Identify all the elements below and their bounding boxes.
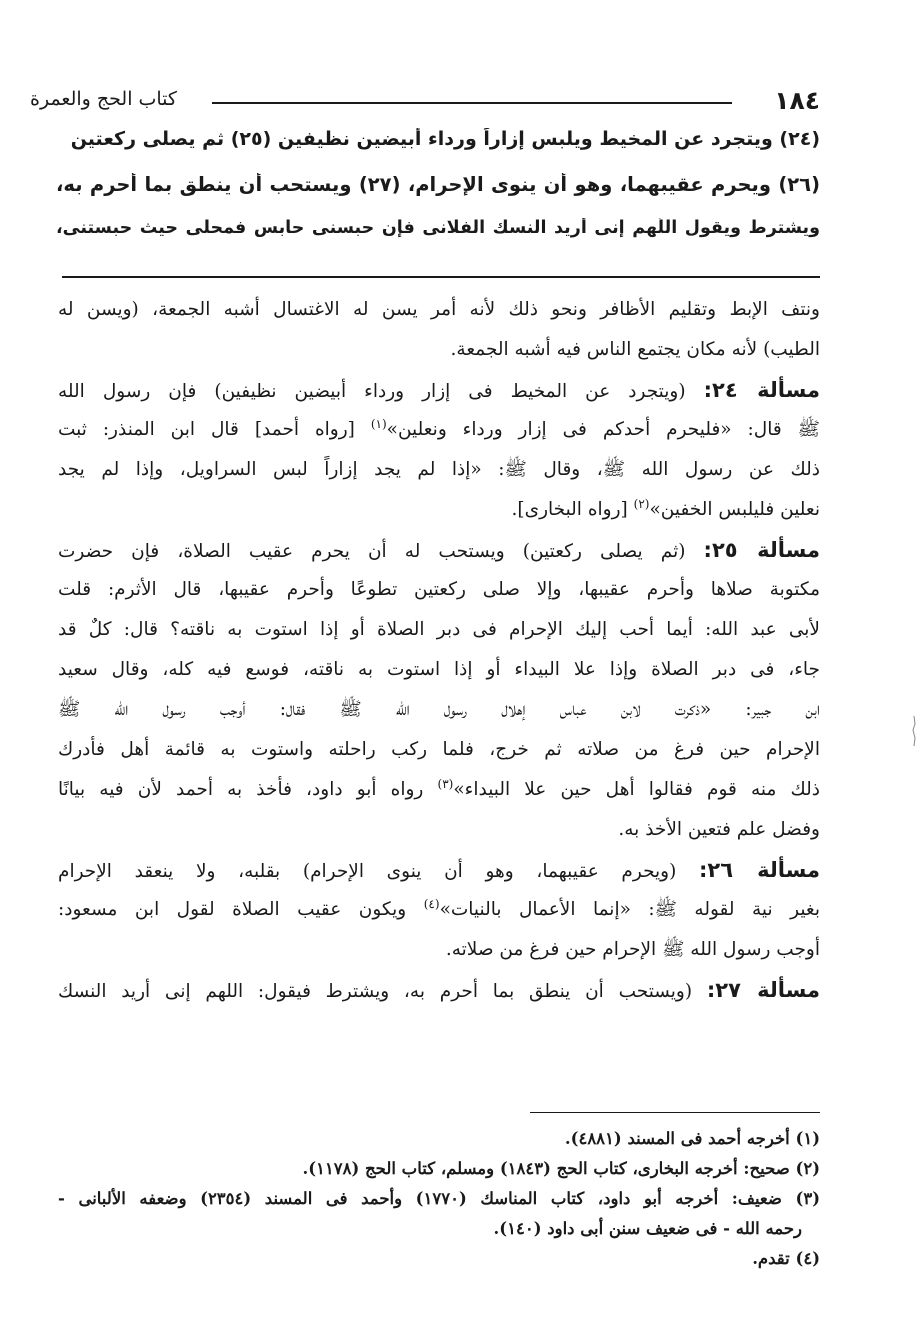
matn-separator bbox=[62, 276, 820, 278]
footnote-ref[interactable]: (١) bbox=[370, 416, 387, 431]
footnote-ref[interactable]: (٢) bbox=[633, 496, 650, 511]
masala-heading-25: مسألة ٢٥: bbox=[703, 538, 820, 562]
body-line bbox=[58, 410, 820, 450]
footnote-separator bbox=[530, 1112, 820, 1113]
masala-text: (ثم يصلى ركعتين) ويستحب له أن يحرم عقيب الصلاة، فإن حضرت bbox=[58, 541, 686, 562]
body-text-segment: نعلين فليلبس الخفين» bbox=[649, 499, 820, 520]
body-text-segment: بغير نية لقوله ﷺ: «إنما الأعمال بالنيات» bbox=[439, 899, 820, 920]
matn-text bbox=[56, 128, 820, 263]
body-line: الإحرام حين فرغ من صلاته ثم خرج، فلما ركب راحلته واستوت به قائمة أهل فأدرك bbox=[58, 739, 820, 760]
commentary bbox=[58, 290, 820, 1010]
body-line bbox=[58, 970, 820, 1010]
body-text-segment: ذلك منه قوم فقالوا أهل حين علا البيداء» bbox=[453, 779, 820, 800]
header-rule bbox=[212, 102, 732, 104]
masala-heading-24: مسألة ٢٤: bbox=[703, 378, 820, 402]
masala-text: (ويحرم عقيبهما، وهو أن ينوى الإحرام) بقلبه، ولا ينعقد الإحرام bbox=[58, 861, 677, 882]
body-line: ذلك عن رسول الله ﷺ، وقال ﷺ: «إذا لم يجد إزاراً لبس السراويل، وإذا لم يجد bbox=[58, 459, 820, 480]
body-line bbox=[58, 890, 820, 930]
body-line: لأبى عبد الله: أيما أحب إليك الإحرام فى دبر الصلاة أو إذا استوت به ناقته؟ قال: كلٌ قد bbox=[58, 619, 820, 640]
masala-heading-27: مسألة ٢٧: bbox=[706, 978, 820, 1002]
footnote-item: (٢) صحيح: أخرجه البخارى، كتاب الحج (١٨٤٣) ومسلم، كتاب الحج (١١٧٨). bbox=[302, 1159, 820, 1178]
masala-text: (ويتجرد عن المخيط فى إزار ورداء أبيضين نظيفين) فإن رسول الله bbox=[58, 381, 686, 402]
matn-line: (٢٤) ويتجرد عن المخيط ويلبس إزاراً ورداء أبيضين نظيفين (٢٥) ثم يصلى ركعتين bbox=[70, 128, 820, 150]
page-number: ١٨٤ bbox=[774, 86, 820, 115]
body-text-segment: [رواه البخارى]. bbox=[511, 499, 628, 520]
masala-text: (ويستحب أن ينطق بما أحرم به، ويشترط فيقول: اللهم إنى أريد النسك bbox=[58, 981, 693, 1002]
body-line bbox=[58, 770, 820, 810]
footnote-ref[interactable]: (٣) bbox=[437, 776, 454, 791]
body-text-segment: ﷺ قال: «فليحرم أحدكم فى إزار ورداء ونعلين» bbox=[386, 419, 820, 440]
body-line bbox=[58, 850, 820, 890]
footnote-item: (٣) ضعيف: أخرجه أبو داود، كتاب المناسك (١٧٧٠) وأحمد فى المسند (٢٣٥٤) وضعفه الألبانى - bbox=[58, 1189, 820, 1208]
page-header bbox=[30, 86, 820, 120]
body-text-segment: ويكون عقيب الصلاة لقول ابن مسعود: bbox=[58, 899, 407, 920]
footnote-ref[interactable]: (٤) bbox=[423, 896, 440, 911]
footnote-item: (٤) تقدم. bbox=[752, 1249, 820, 1268]
body-line: أوجب رسول الله ﷺ الإحرام حين فرغ من صلاته. bbox=[445, 939, 820, 960]
footnote-item: (١) أخرجه أحمد فى المسند (٤٨٨١). bbox=[564, 1129, 820, 1148]
body-text-segment: [رواه أحمد] قال ابن المنذر: ثبت bbox=[58, 419, 355, 440]
body-line: جاء، فى دبر الصلاة وإذا علا البيداء أو إذا استوت به ناقته، فوسع فيه كله، وقال سعيد bbox=[58, 659, 820, 680]
footnotes bbox=[58, 1124, 820, 1274]
running-title: كتاب الحج والعمرة bbox=[30, 88, 177, 110]
body-line: الطيب) لأنه مكان يجتمع الناس فيه أشبه الجمعة. bbox=[450, 339, 820, 360]
body-line bbox=[58, 530, 820, 570]
masala-heading-26: مسألة ٢٦: bbox=[698, 858, 820, 882]
body-line: ابن جبير: «ذكرت لابن عباس إهلال رسول الله ﷺ فقال: أوجب رسول الله ﷺ bbox=[58, 699, 820, 720]
body-line: وفضل علم فتعين الأخذ به. bbox=[618, 819, 820, 840]
body-line bbox=[58, 490, 820, 530]
footnote-continuation: رحمه الله - فى ضعيف سنن أبى داود (١٤٠). bbox=[493, 1219, 802, 1238]
body-line bbox=[58, 370, 820, 410]
body-text-segment: رواه أبو داود، فأخذ به أحمد لأن فيه بيانًا bbox=[58, 779, 424, 800]
matn-line: (٢٦) ويحرم عقيبهما، وهو أن ينوى الإحرام، (٢٧) ويستحب أن ينطق بما أحرم به، bbox=[56, 173, 820, 196]
scan-edge-mark bbox=[912, 716, 916, 746]
body-line: مكتوبة صلاها وأحرم عقيبها، وإلا صلى ركعتين تطوعًا وأحرم عقيبها، قال الأثرم: قلت bbox=[58, 579, 820, 600]
matn-line: ويشترط ويقول اللّهم إنى أريد النسك الفلانى فإن حبسنى حابس فمحلى حيث حبستنى، bbox=[56, 218, 820, 238]
body-line: ونتف الإبط وتقليم الأظافر ونحو ذلك لأنه أمر يسن له الاغتسال أشبه الجمعة، (ويسن له bbox=[58, 299, 820, 320]
